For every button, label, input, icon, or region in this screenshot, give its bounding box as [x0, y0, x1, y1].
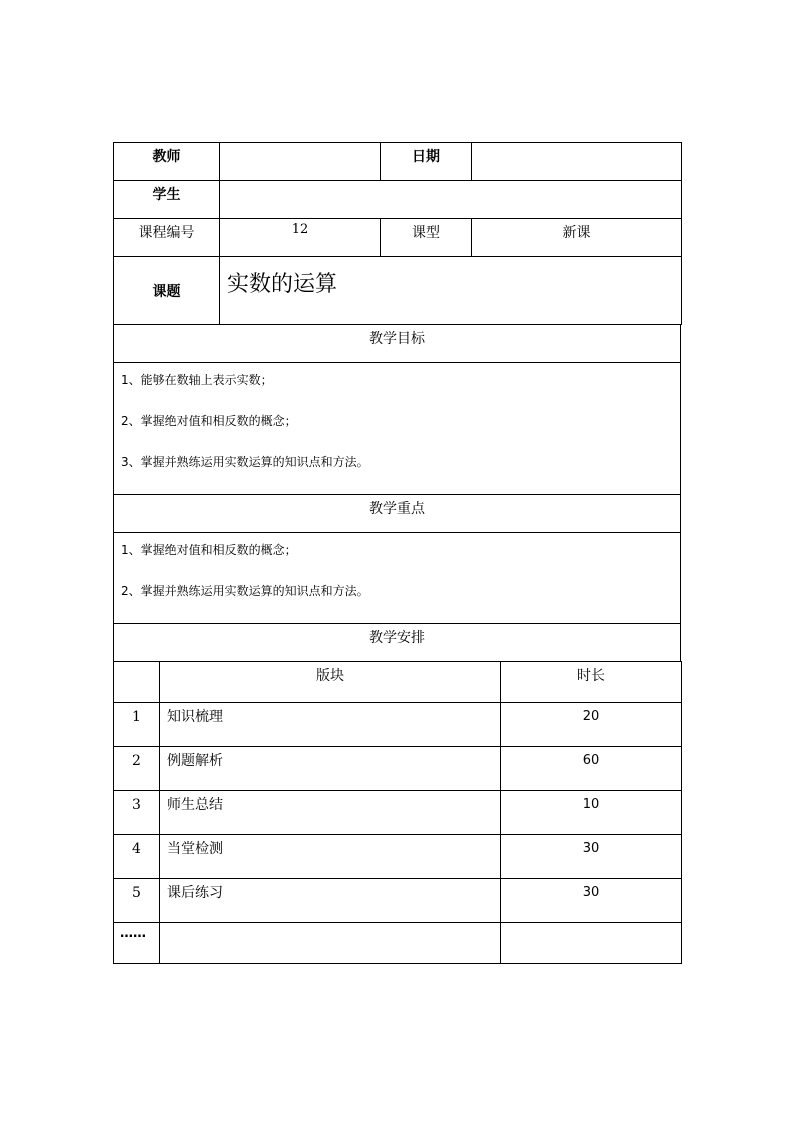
row-duration-empty [501, 923, 682, 964]
table-row [114, 879, 682, 923]
row-duration: 60 [501, 747, 682, 791]
student-label: 学生 [114, 181, 220, 219]
row-duration: 30 [501, 835, 682, 879]
row-block: 知识梳理 [160, 703, 501, 747]
row-block: 例题解析 [160, 747, 501, 791]
row-duration: 20 [501, 703, 682, 747]
table-row [114, 923, 682, 964]
date-label: 日期 [381, 143, 472, 181]
row-block: 当堂检测 [160, 835, 501, 879]
schedule-header-duration: 时长 [501, 662, 682, 703]
objective-item: 3、掌握并熟练运用实数运算的知识点和方法。 [121, 455, 369, 469]
table-row [114, 835, 682, 879]
row-block: 课后练习 [160, 879, 501, 923]
schedule-header-no [114, 662, 160, 703]
objectives-table [113, 324, 681, 662]
header-table [113, 142, 682, 325]
schedule-table [113, 661, 682, 964]
table-row [114, 703, 682, 747]
course-type-label: 课型 [381, 219, 472, 257]
row-number: 4 [114, 835, 160, 879]
teacher-label: 教师 [114, 143, 220, 181]
topic-label: 课题 [114, 257, 220, 325]
row-number: 2 [114, 747, 160, 791]
course-no-label: 课程编号 [114, 219, 220, 257]
course-no-value: 12 [220, 219, 381, 257]
schedule-header-block: 版块 [160, 662, 501, 703]
row-number: 5 [114, 879, 160, 923]
topic-value: 实数的运算 [220, 257, 682, 325]
key-point-item: 2、掌握并熟练运用实数运算的知识点和方法。 [121, 584, 369, 598]
schedule-title: 教学安排 [114, 624, 681, 662]
lesson-plan-document [113, 142, 681, 964]
date-value[interactable] [472, 143, 682, 181]
objectives-title: 教学目标 [114, 325, 681, 363]
objective-item: 1、能够在数轴上表示实数； [121, 373, 273, 387]
row-duration: 10 [501, 791, 682, 835]
student-value[interactable] [220, 181, 682, 219]
row-duration: 30 [501, 879, 682, 923]
key-point-item: 1、掌握绝对值和相反数的概念； [121, 543, 297, 557]
table-row [114, 791, 682, 835]
teacher-value[interactable] [220, 143, 381, 181]
objectives-list [114, 363, 681, 495]
row-block: 师生总结 [160, 791, 501, 835]
course-type-value: 新课 [472, 219, 682, 257]
objective-item: 2、掌握绝对值和相反数的概念； [121, 414, 297, 428]
table-row [114, 747, 682, 791]
row-number: 1 [114, 703, 160, 747]
key-points-list [114, 533, 681, 624]
row-ellipsis: …… [114, 923, 160, 964]
row-block-empty [160, 923, 501, 964]
key-points-title: 教学重点 [114, 495, 681, 533]
row-number: 3 [114, 791, 160, 835]
